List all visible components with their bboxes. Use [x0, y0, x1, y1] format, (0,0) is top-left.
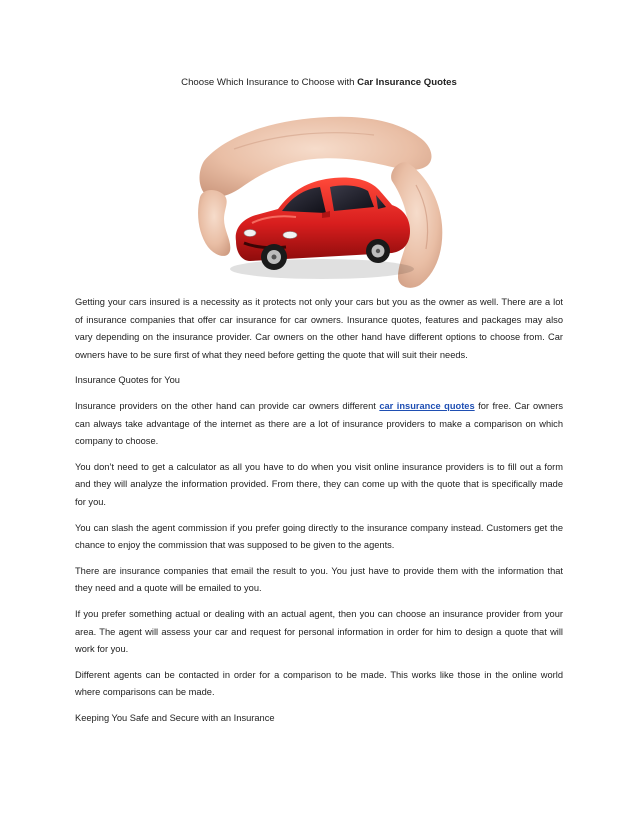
paragraph-compare-agents: Different agents can be contacted in order for a comparison to be made. This works like those in the online world where comparisons can be made.	[75, 669, 563, 698]
paragraph-email: There are insurance companies that email the result to you. You just have to provide them with the information that they need and a quote will be emailed to you.	[75, 565, 563, 594]
paragraph-providers-text-b: for free. Car owners can always take advantage of the internet as there are a lot of insurance providers to make a comparison on which company to choose.	[75, 400, 563, 447]
title-emphasis: Car Insurance Quotes	[357, 77, 457, 88]
section-heading-insurance-quotes: Insurance Quotes for You	[75, 375, 180, 386]
document-title	[0, 77, 638, 88]
car-insurance-quotes-link[interactable]: car insurance quotes	[379, 400, 475, 411]
paragraph-intro: Getting your cars insured is a necessity as it protects not only your cars but you as the owner as well. There are a lot of insurance companies that offer car insurance for car owners. Insurance quotes, features and packages may also vary depending on the insurance provider. Car owners on the other hand have different options to choose from. Car owners have to be sure first of what they need before getting the quote that will suit their needs.	[75, 297, 563, 360]
article-body	[75, 294, 563, 735]
paragraph-providers	[75, 398, 563, 451]
hands-protecting-car-figure	[194, 101, 446, 291]
paragraph-providers-text-a: Insurance providers on the other hand can provide car owners different	[75, 400, 380, 411]
paragraph-local-agent: If you prefer something actual or dealing with an actual agent, then you can choose an insurance provider from your area. The agent will assess your car and request for personal information in order for him to design a quote that will work for you.	[75, 608, 563, 655]
paragraph-calculator: You don’t need to get a calculator as all you have to do when you visit online insurance providers is to fill out a form and they will analyze the information provided. From there, they can come up with the quote that is specifically made for you.	[75, 461, 563, 507]
hands-car-illustration	[194, 101, 446, 291]
paragraph-commission: You can slash the agent commission if you prefer going directly to the insurance company instead. Customers get the chance to enjoy the commission that was supposed to be given to the agents.	[75, 522, 563, 551]
title-prefix: Choose Which Insurance to Choose with	[181, 77, 358, 88]
section-heading-safe-secure: Keeping You Safe and Secure with an Insurance	[75, 712, 275, 723]
